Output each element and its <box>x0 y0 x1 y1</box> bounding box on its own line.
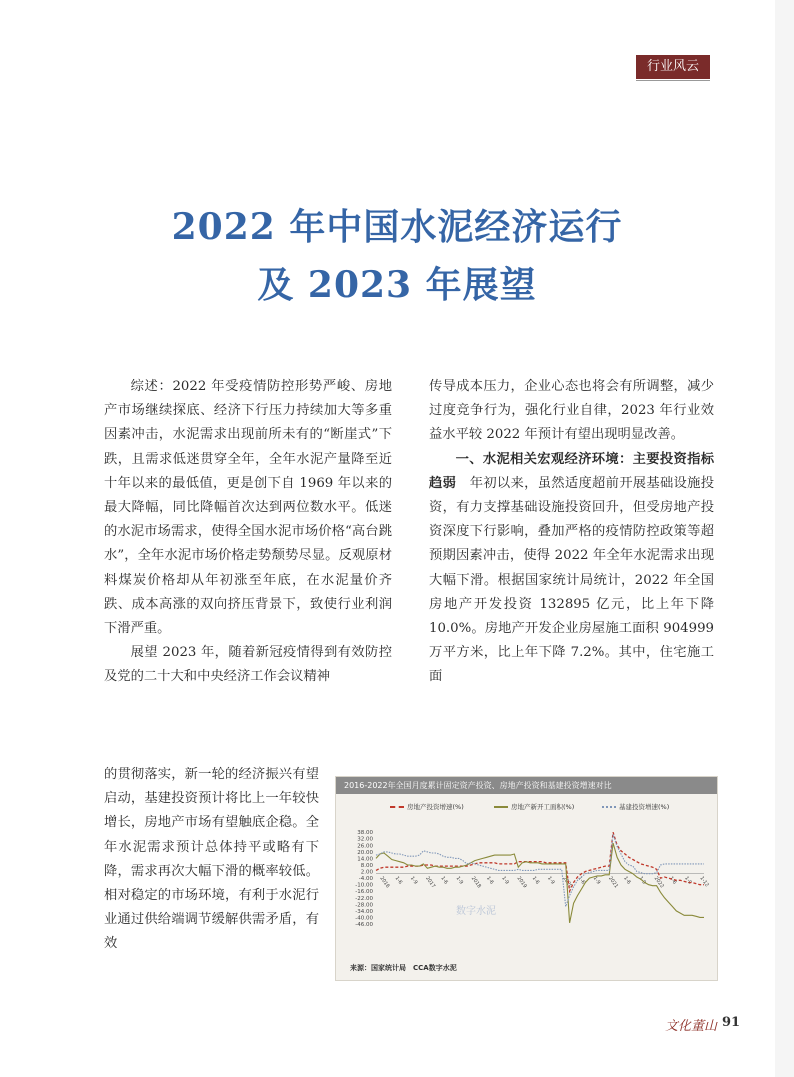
left-column-narrow <box>104 763 319 957</box>
x-tick-label: 1-9 <box>408 875 419 886</box>
x-tick-label: 2020 <box>561 875 574 890</box>
x-tick-label: 2017 <box>424 875 437 890</box>
y-tick-label: 14.00 <box>357 856 373 863</box>
y-tick-label: -40.00 <box>355 915 373 922</box>
chart-title: 2016-2022年全国月度累计固定资产投资、房地产投资和基建投资增速对比 <box>336 777 717 794</box>
x-tick-label: 2018 <box>469 875 483 890</box>
right-column <box>429 375 714 690</box>
x-tick-label: 1-9 <box>591 875 602 886</box>
legend-new-starts: 房地产新开工面积(%) <box>494 802 574 811</box>
y-tick-label: -22.00 <box>355 895 373 902</box>
x-tick-label: 1-6 <box>485 875 495 886</box>
cost-paragraph: 传导成本压力，企业心态也将会有所调整，减少过度竞争行为，强化行业自律，2023 年行业效益水平较 2022 年预计有望出现明显改善。 <box>429 379 714 443</box>
y-tick-label: -34.00 <box>355 908 373 915</box>
y-tick-label: -10.00 <box>355 882 373 889</box>
outlook-paragraph-start: 展望 2023 年，随着新冠疫情得到有效防控及党的二十大和中央经济工作会议精神 <box>104 645 392 685</box>
publication-logo: 文化董山 <box>665 1019 718 1034</box>
y-tick-label: 26.00 <box>357 843 373 850</box>
x-tick-label: 1-6 <box>530 875 541 886</box>
chart-source: 来源：国家统计局 CCA数字水泥 <box>350 964 457 972</box>
legend-realestate: 房地产投资增速(%) <box>390 802 464 811</box>
article-title <box>0 198 794 314</box>
x-tick-label: 1-6 <box>622 875 632 886</box>
section-tag: 行业风云 <box>636 55 710 79</box>
y-tick-label: 20.00 <box>357 849 373 856</box>
chart-plot <box>336 794 717 962</box>
x-tick-label: 1-12 <box>698 875 710 889</box>
macro-body: 年初以来，虽然适度超前开展基础设施投资，有力支撑基础设施投资回升，但受房地产投资深度下行影响，叠加严格的疫情防控政策等超预期因素冲击，使得 2022 年全年水泥需求出现大幅下滑。根据国家统计局统计，2022 年全国房地产开发投资 132895 亿元，比上年下降 10.0%。房地产开发企业房屋施工面积 904999 万平方米，比上年下降 7.2%。其中，住宅施工面 <box>429 475 715 685</box>
x-tick-label: 1-6 <box>393 875 404 886</box>
outlook-paragraph-continued: 的贯彻落实，新一轮的经济振兴有望启动，基建投资预计将比上一年较快增长，房地产市场有望触底企稳。全年水泥需求预计总体持平或略有下降，需求再次大幅下滑的概率较低。相对稳定的市场环境，有利于水泥行业通过供给端调节缓解供需矛盾，有效 <box>104 767 319 952</box>
title-line-2: 及 2023 年展望 <box>257 264 537 306</box>
page-number: 91 <box>722 1015 741 1030</box>
y-tick-label: -16.00 <box>355 889 373 896</box>
legend-infra: 基建投资增速(%) <box>602 802 669 811</box>
summary-paragraph: 综述：2022 年受疫情防控形势严峻、房地产市场继续探底、经济下行压力持续加大等多重因素冲击，水泥需求出现前所未有的“断崖式”下跌，且需求低迷贯穿全年，全年水泥产量降至近十年以来的最低值，更是创下自 1969 年以来的最大降幅，同比降幅首次达到两位数水平。低迷的水泥市场需求，使得全国水泥市场价格“高台跳水”，全年水泥市场价格走势颓势尽显。反观原材料煤炭价格却从年初涨至年底，在水泥量价齐跌、成本高涨的双向挤压背景下，致使行业利润下滑严重。 <box>104 379 392 637</box>
section-heading: 一、水泥相关宏观经济环境：主要投资指标趋弱 <box>429 451 714 491</box>
y-tick-label: -4.00 <box>358 876 373 883</box>
series-new-starts-area <box>376 843 704 923</box>
x-tick-label: 2016 <box>378 875 391 890</box>
y-tick-label: 2.00 <box>360 869 373 876</box>
x-tick-label: 1-9 <box>500 875 510 886</box>
chart-watermark: 数字水泥 <box>456 906 496 917</box>
x-tick-label: 1-6 <box>667 875 678 886</box>
investment-chart <box>335 776 718 981</box>
tag-divider <box>636 80 710 81</box>
macro-paragraph <box>429 448 714 690</box>
x-tick-label: 1-9 <box>637 875 648 886</box>
x-tick-label: 1-9 <box>545 875 556 886</box>
x-tick-label: 1-9 <box>454 875 465 886</box>
left-column <box>104 375 392 690</box>
x-tick-label: 2021 <box>606 875 620 890</box>
x-tick-label: 1-9 <box>683 875 693 886</box>
title-line-1: 2022 年中国水泥经济运行 <box>171 206 623 248</box>
y-tick-label: 8.00 <box>360 862 373 869</box>
x-tick-label: 1-6 <box>576 875 587 886</box>
y-tick-label: 32.00 <box>357 836 373 843</box>
y-tick-label: -46.00 <box>355 922 373 928</box>
x-tick-label: 2022 <box>652 875 665 890</box>
page-edge <box>775 0 794 1077</box>
y-tick-label: -28.00 <box>355 902 373 909</box>
series-infrastructure-investment <box>376 834 704 906</box>
y-tick-label: 38.00 <box>357 830 373 837</box>
x-tick-label: 1-6 <box>439 875 449 886</box>
x-tick-label: 2019 <box>515 875 528 890</box>
